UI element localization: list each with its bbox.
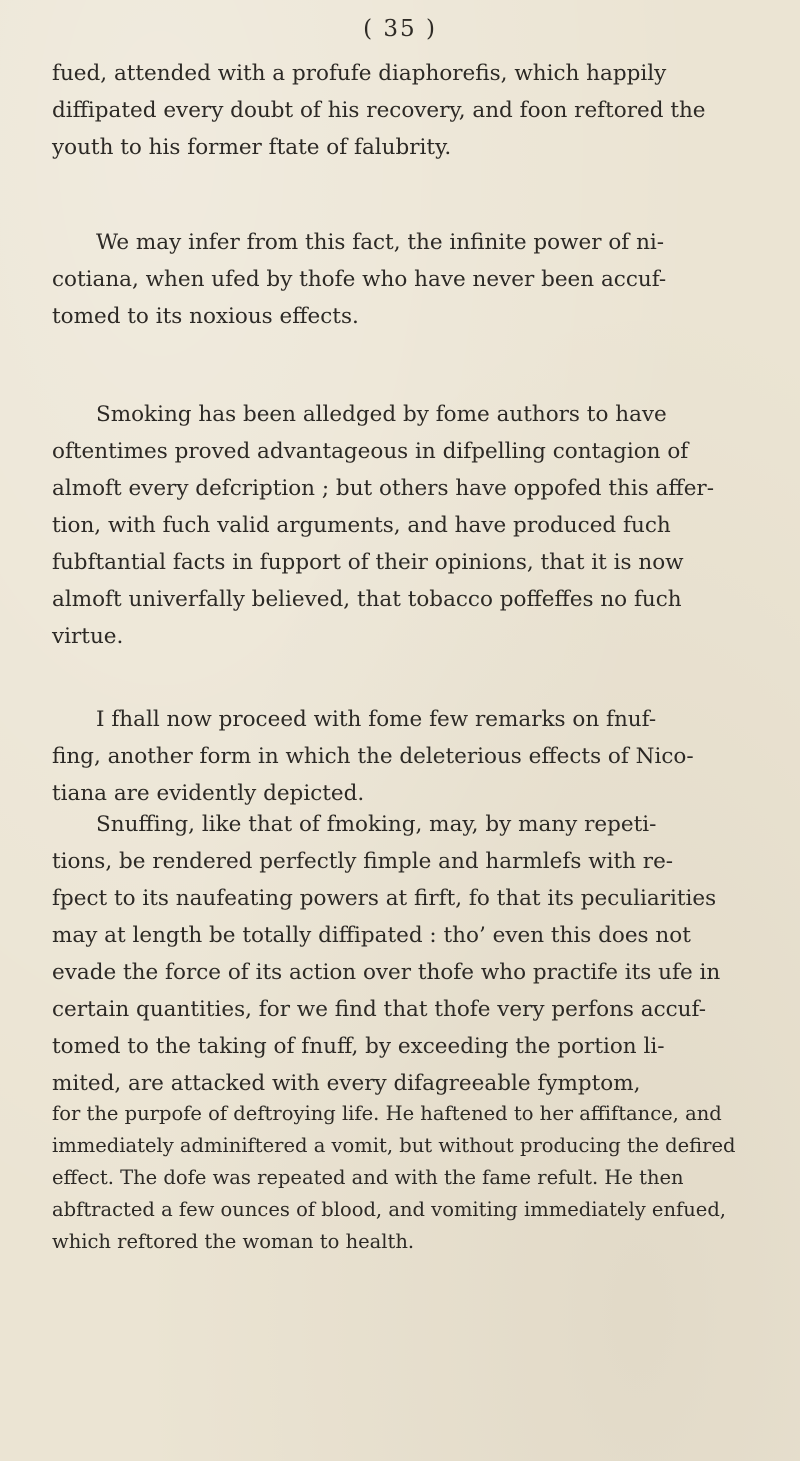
text-line: fubftantial facts in fupport of their opinions, that it is now [52, 550, 684, 575]
text-line: We may infer from this fact, the infinite power of ni- [96, 230, 665, 255]
paragraph-1 [52, 55, 752, 166]
paragraph-3 [52, 396, 752, 655]
text-line: fing, another form in which the deleterious effects of Nico- [52, 744, 694, 769]
text-line: Smoking has been alledged by fome authors to have [96, 402, 667, 427]
text-line: fpect to its naufeating powers at firft, fo that its peculiarities [52, 886, 717, 911]
text-line: may at length be totally diffipated : tho’ even this does not [52, 923, 691, 948]
text-line: virtue. [52, 624, 124, 649]
page-number: ( 35 ) [363, 16, 437, 42]
text-line: almoft univerfally believed, that tobacco poffeffes no fuch [52, 587, 682, 612]
text-line: almoft every defcription ; but others have oppofed this affer- [52, 476, 714, 501]
text-line: for the purpofe of deftroying life. He haftened to her affiftance, and [52, 1102, 722, 1125]
text-line: diffipated every doubt of his recovery, and foon reftored the [52, 98, 706, 123]
text-line: mited, are attacked with every difagreeable fymptom, [52, 1071, 641, 1096]
text-line: tomed to the taking of fnuff, by exceeding the portion li- [52, 1034, 665, 1059]
text-line: cotiana, when ufed by thofe who have never been accuf- [52, 267, 667, 292]
text-line: immediately adminiftered a vomit, but without producing the defired [52, 1134, 736, 1157]
text-line: tion, with fuch valid arguments, and have produced fuch [52, 513, 671, 538]
text-line: which reftored the woman to health. [52, 1230, 415, 1253]
text-line: I fhall now proceed with fome few remarks on fnuf- [96, 707, 657, 732]
text-line: effect. The dofe was repeated and with the fame refult. He then [52, 1166, 684, 1189]
paragraph-2 [52, 224, 752, 335]
text-line: tomed to its noxious effects. [52, 304, 359, 329]
text-line: evade the force of its action over thofe who practife its ufe in [52, 960, 721, 985]
text-line: abftracted a few ounces of blood, and vomiting immediately enfued, [52, 1198, 727, 1221]
paragraph-5 [52, 806, 752, 1102]
paragraph-6 [52, 1098, 752, 1258]
text-line: youth to his former ftate of falubrity. [52, 135, 452, 160]
text-line: tiana are evidently depicted. [52, 781, 365, 806]
text-line: Snuffing, like that of fmoking, may, by many repeti- [96, 812, 657, 837]
text-line: tions, be rendered perfectly fimple and harmlefs with re- [52, 849, 674, 874]
text-line: certain quantities, for we find that thofe very perfons accuf- [52, 997, 706, 1022]
text-line: fued, attended with a profufe diaphorefis, which happily [52, 61, 667, 86]
paragraph-4 [52, 701, 752, 812]
text-line: oftentimes proved advantageous in difpelling contagion of [52, 439, 689, 464]
